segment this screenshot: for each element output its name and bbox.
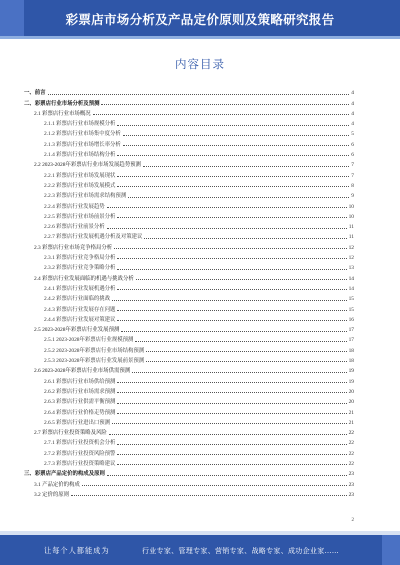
toc-entry[interactable] [24, 292, 354, 302]
toc-leader-dots [117, 464, 346, 465]
toc-entry[interactable] [24, 261, 354, 271]
toc-entry-page: 4 [351, 100, 354, 107]
toc-heading: 内容目录 [175, 57, 225, 71]
toc-entry-page: 12 [348, 244, 354, 251]
toc-entry-page: 11 [348, 234, 354, 241]
toc-entry[interactable] [24, 240, 354, 250]
header-stripe [0, 36, 400, 39]
footer-slogan-left: 让每个人都能成为 [44, 546, 110, 555]
document-title: 彩票店市场分析及产品定价原则及策略研究报告 [65, 12, 335, 27]
toc-entry-page: 22 [348, 450, 354, 457]
toc-entry[interactable] [24, 488, 354, 498]
toc-entry-label: 2.5.1 2023-2028年彩票店行业规模预测 [44, 337, 134, 344]
toc-leader-dots [117, 413, 346, 414]
toc-entry-label: 2.3.2 彩票店行业竞争策略分析 [44, 265, 116, 272]
toc-entry[interactable] [24, 374, 354, 384]
toc-entry[interactable] [24, 96, 354, 106]
toc-entry-page: 6 [351, 141, 354, 148]
toc-entry-label: 2.1.1 彩票店行业市场规模分析 [44, 121, 116, 128]
toc-leader-dots [117, 289, 346, 290]
toc-entry-label: 2.3 彩票店行业市场竞争格局分析 [34, 244, 113, 251]
toc-entry-label: 2.5.3 2023-2028年彩票店行业发展前景预测 [44, 358, 145, 365]
toc-entry-label: 2.4.1 彩票店行业发展机遇分析 [44, 285, 116, 292]
toc-entry[interactable] [24, 467, 354, 477]
toc-entry-label: 2.7 彩票店行业投资策略及风险 [34, 430, 107, 437]
toc-leader-dots [107, 207, 347, 208]
toc-leader-dots [123, 135, 349, 136]
toc-entry-page: 13 [348, 265, 354, 272]
toc-leader-dots [146, 351, 346, 352]
toc-entry-label: 2.1 彩票店行业市场概况 [34, 110, 91, 117]
page-number: 2 [351, 518, 354, 523]
toc-entry-label: 2.2 2023-2028年彩票店行业市场发展趋势预测 [34, 162, 141, 169]
table-of-contents [24, 86, 354, 498]
toc-entry-page: 18 [348, 358, 354, 365]
toc-leader-dots [117, 258, 346, 259]
toc-leader-dots [144, 238, 346, 239]
toc-entry-label: 2.6.1 彩票店行业市场供给预测 [44, 378, 116, 385]
toc-entry-page: 12 [348, 255, 354, 262]
toc-entry-page: 17 [348, 327, 354, 334]
toc-entry[interactable] [24, 137, 354, 147]
toc-entry-page: 20 [348, 399, 354, 406]
toc-entry[interactable] [24, 333, 354, 343]
toc-leader-dots [143, 166, 349, 167]
toc-leader-dots [117, 454, 346, 455]
toc-entry[interactable] [24, 168, 354, 178]
toc-entry[interactable] [24, 271, 354, 281]
toc-leader-dots [107, 475, 347, 476]
toc-leader-dots [112, 300, 347, 301]
toc-entry-label: 2.1.4 彩票店行业市场结构分析 [44, 152, 116, 159]
toc-entry-page: 22 [348, 430, 354, 437]
toc-entry-page: 9 [351, 193, 354, 200]
toc-leader-dots [117, 155, 349, 156]
toc-entry-label: 2.2.1 彩票店行业市场发展现状 [44, 172, 116, 179]
toc-entry-page: 19 [348, 378, 354, 385]
toc-entry-page: 14 [348, 285, 354, 292]
toc-entry[interactable] [24, 477, 354, 487]
toc-entry[interactable] [24, 220, 354, 230]
toc-leader-dots [117, 125, 349, 126]
toc-entry-page: 20 [348, 388, 354, 395]
toc-entry-label: 2.2.2 彩票店行业市场发展模式 [44, 182, 116, 189]
toc-entry-label: 2.6.3 彩票店行业供需平衡预测 [44, 399, 116, 406]
toc-entry[interactable] [24, 385, 354, 395]
toc-leader-dots [136, 279, 347, 280]
toc-entry-label: 三、彩票店产品定价的构成及原则 [24, 471, 105, 478]
toc-entry-label: 3.2 定价的原则 [34, 491, 70, 498]
toc-entry-page: 17 [348, 337, 354, 344]
toc-entry-page: 10 [348, 213, 354, 220]
toc-leader-dots [71, 495, 347, 496]
toc-entry-label: 2.2.6 彩票店行业前景分析 [44, 224, 105, 231]
toc-entry-page: 10 [348, 203, 354, 210]
toc-entry[interactable] [24, 416, 354, 426]
footer-bar [0, 535, 400, 565]
toc-leader-dots [117, 186, 349, 187]
toc-entry[interactable] [24, 457, 354, 467]
toc-entry[interactable] [24, 426, 354, 436]
toc-entry-label: 2.4.3 彩票店行业发展存在问题 [44, 306, 116, 313]
toc-entry[interactable] [24, 251, 354, 261]
toc-entry-label: 2.6.4 彩票店行业价格走势预测 [44, 409, 116, 416]
toc-entry-page: 8 [351, 182, 354, 189]
toc-entry[interactable] [24, 230, 354, 240]
toc-entry-page: 5 [351, 131, 354, 138]
toc-entry-label: 2.3.1 彩票店行业竞争格局分析 [44, 255, 116, 262]
toc-leader-dots [123, 145, 349, 146]
toc-leader-dots [128, 197, 349, 198]
toc-leader-dots [121, 331, 346, 332]
toc-entry[interactable] [24, 158, 354, 168]
toc-leader-dots [135, 341, 346, 342]
toc-leader-dots [109, 434, 347, 435]
toc-entry[interactable] [24, 127, 354, 137]
toc-entry-label: 2.4 彩票店行业发展面临的机遇与挑战分析 [34, 275, 134, 282]
header-bar [0, 0, 400, 36]
toc-entry[interactable] [24, 313, 354, 323]
toc-leader-dots [146, 361, 346, 362]
toc-leader-dots [107, 228, 347, 229]
toc-entry-label: 2.2.4 彩票店行业发展趋势 [44, 203, 105, 210]
toc-entry-page: 22 [348, 460, 354, 467]
toc-entry[interactable] [24, 282, 354, 292]
toc-entry[interactable] [24, 395, 354, 405]
toc-entry-page: 14 [348, 275, 354, 282]
toc-leader-dots [117, 392, 346, 393]
toc-entry[interactable] [24, 107, 354, 117]
toc-entry[interactable] [24, 354, 354, 364]
toc-entry[interactable] [24, 210, 354, 220]
toc-entry-page: 11 [348, 224, 354, 231]
toc-entry-label: 2.7.3 彩票店行业投资策略建议 [44, 460, 116, 467]
toc-entry-page: 4 [351, 110, 354, 117]
toc-entry[interactable] [24, 117, 354, 127]
toc-entry-page: 7 [351, 162, 354, 169]
toc-entry-label: 2.5.2 2023-2028年彩票店行业市场结构预测 [44, 347, 145, 354]
toc-leader-dots [117, 403, 346, 404]
toc-entry-page: 19 [348, 368, 354, 375]
toc-leader-dots [117, 444, 346, 445]
toc-entry-label: 3.1 产品定价的构成 [34, 481, 80, 488]
toc-entry-label: 一、前言 [24, 90, 46, 97]
toc-entry[interactable] [24, 405, 354, 415]
toc-leader-dots [117, 176, 349, 177]
toc-entry-page: 21 [348, 419, 354, 426]
toc-leader-dots [117, 382, 346, 383]
toc-leader-dots [117, 310, 346, 311]
toc-leader-dots [112, 423, 347, 424]
toc-entry[interactable] [24, 436, 354, 446]
toc-leader-dots [101, 104, 349, 105]
toc-entry-page: 6 [351, 152, 354, 159]
toc-entry-page: 23 [348, 491, 354, 498]
toc-entry-page: 23 [348, 471, 354, 478]
toc-leader-dots [48, 94, 350, 95]
toc-entry[interactable] [24, 189, 354, 199]
toc-entry[interactable] [24, 343, 354, 353]
toc-entry-page: 23 [348, 481, 354, 488]
toc-leader-dots [114, 248, 346, 249]
toc-entry-label: 2.1.2 彩票店行业市场集中度分析 [44, 131, 121, 138]
toc-entry-page: 16 [348, 316, 354, 323]
toc-entry-label: 2.4.2 彩票店行业面临的挑战 [44, 296, 111, 303]
toc-leader-dots [132, 372, 346, 373]
footer-slogan-right: 行业专家、管理专家、营销专家、战略专家、成功企业家…… [142, 547, 340, 555]
footer-decoration [382, 535, 400, 565]
toc-entry-label: 2.6.5 彩票店行业进出口预测 [44, 419, 111, 426]
toc-entry-page: 4 [351, 90, 354, 97]
toc-entry-label: 2.2.7 彩票店行业发展机遇分析及对策建议 [44, 234, 143, 241]
toc-entry-page: 4 [351, 121, 354, 128]
toc-entry-page: 15 [348, 296, 354, 303]
toc-entry-label: 2.4.4 彩票店行业发展对策建议 [44, 316, 116, 323]
toc-entry[interactable] [24, 302, 354, 312]
toc-entry-label: 二、彩票店行业市场分析及预测 [24, 100, 100, 107]
toc-entry-page: 22 [348, 440, 354, 447]
toc-entry[interactable] [24, 199, 354, 209]
toc-leader-dots [117, 217, 346, 218]
toc-entry-page: 7 [351, 172, 354, 179]
toc-entry[interactable] [24, 148, 354, 158]
toc-entry-label: 2.2.3 彩票店行业市场需求结构预测 [44, 193, 127, 200]
toc-entry[interactable] [24, 446, 354, 456]
toc-entry[interactable] [24, 179, 354, 189]
toc-entry-label: 2.5 2023-2028年彩票店行业发展预测 [34, 327, 120, 334]
toc-entry[interactable] [24, 323, 354, 333]
toc-entry-page: 15 [348, 306, 354, 313]
toc-entry-label: 2.1.3 彩票店行业市场增长率分析 [44, 141, 121, 148]
toc-leader-dots [117, 320, 346, 321]
toc-leader-dots [93, 114, 350, 115]
toc-entry-page: 21 [348, 409, 354, 416]
toc-entry[interactable] [24, 86, 354, 96]
toc-entry-label: 2.7.1 彩票店行业投资机会分析 [44, 440, 116, 447]
toc-leader-dots [82, 485, 347, 486]
toc-entry-label: 2.2.5 彩票店行业市场前景分析 [44, 213, 116, 220]
toc-entry-label: 2.6.2 彩票店行业市场需求预测 [44, 388, 116, 395]
toc-entry[interactable] [24, 364, 354, 374]
toc-entry-label: 2.7.2 彩票店行业投资风险预警 [44, 450, 116, 457]
toc-leader-dots [117, 269, 346, 270]
toc-entry-label: 2.6 2023-2028年彩票店行业市场供需预测 [34, 368, 131, 375]
toc-entry-page: 18 [348, 347, 354, 354]
